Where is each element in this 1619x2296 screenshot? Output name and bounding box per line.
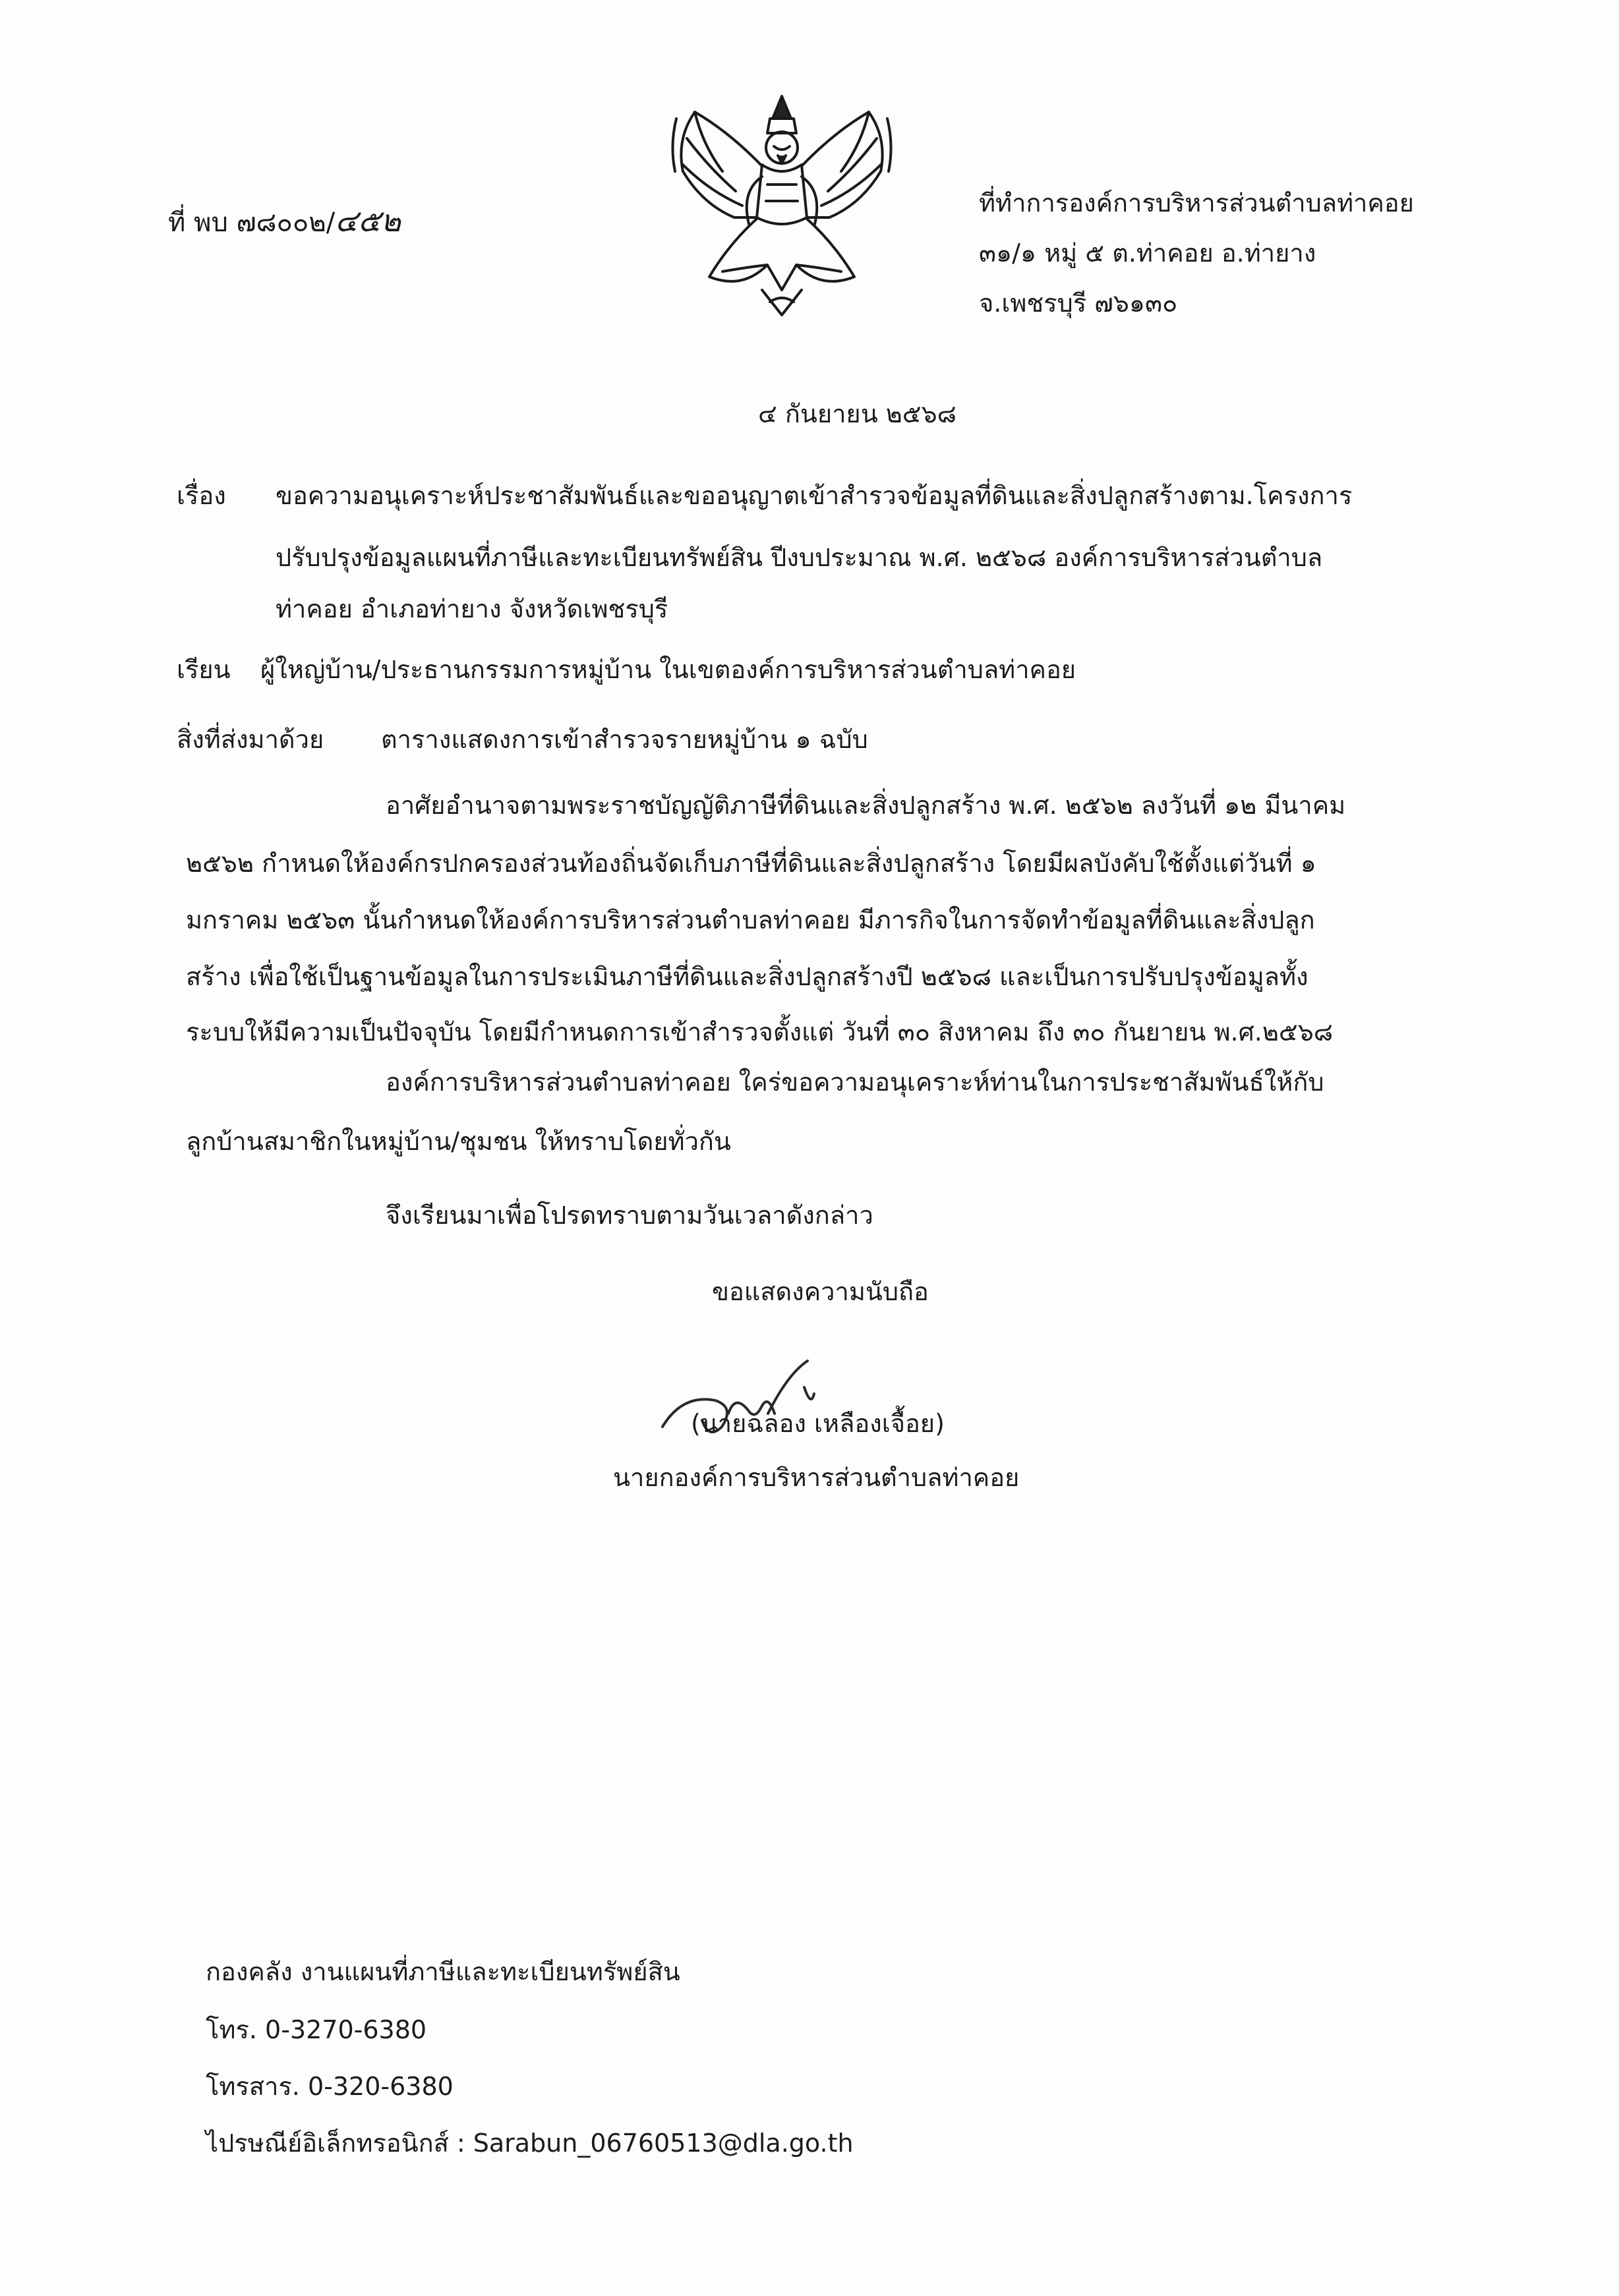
closing-sentence: จึงเรียนมาเพื่อโปรดทราบตามวันเวลาดังกล่าว	[386, 1201, 873, 1230]
office-address-line-2: จ.เพชรบุรี ๗๖๑๓๐	[979, 289, 1178, 318]
body-line: มกราคม ๒๕๖๓ นั้นกำหนดให้องค์การบริหารส่วนตำบลท่าคอย มีภารกิจในการจัดทำข้อมูลที่ดินและสิ่งปลูก	[186, 905, 1315, 934]
reference-prefix: ที่ พบ	[168, 208, 228, 238]
body-line: ระบบให้มีความเป็นปัจจุบัน โดยมีกำหนดการเข้าสำรวจตั้งแต่ วันที่ ๓๐ สิงหาคม ถึง ๓๐ กันยายน พ.ศ.๒๕๖๘	[186, 1018, 1334, 1047]
body-line: อาศัยอำนาจตามพระราชบัญญัติภาษีที่ดินและสิ่งปลูกสร้าง พ.ศ. ๒๕๖๒ ลงวันที่ ๑๒ มีนาคม	[386, 791, 1346, 820]
enclosure-label: สิ่งที่ส่งมาด้วย	[177, 725, 324, 754]
reference-number	[168, 203, 401, 241]
signatory-name: (นายฉลอง เหลืองเจื้อย)	[691, 1409, 945, 1438]
footer-email: ไปรษณีย์อิเล็กทรอนิกส์ : Sarabun_06760513@dla.go.th	[206, 2129, 854, 2158]
body-line: ลูกบ้านสมาชิกในหมู่บ้าน/ชุมชน ให้ทราบโดยทั่วกัน	[186, 1127, 731, 1156]
recipient-text: ผู้ใหญ่บ้าน/ประธานกรรมการหมู่บ้าน ในเขตองค์การบริหารส่วนตำบลท่าคอย	[260, 655, 1076, 684]
footer-phone: โทร. 0-3270-6380	[206, 2015, 427, 2044]
signatory-position: นายกองค์การบริหารส่วนตำบลท่าคอย	[613, 1463, 1020, 1492]
footer-fax: โทรสาร. 0-320-6380	[206, 2072, 454, 2101]
body-line: องค์การบริหารส่วนตำบลท่าคอย ใคร่ขอความอนุเคราะห์ท่านในการประชาสัมพันธ์ให้กับ	[386, 1068, 1324, 1097]
body-line: สร้าง เพื่อใช้เป็นฐานข้อมูลในการประเมินภาษีที่ดินและสิ่งปลูกสร้างปี ๒๕๖๘ และเป็นการปรับปรุงข้อมูลทั้ง	[186, 962, 1309, 991]
recipient-label: เรียน	[177, 655, 231, 684]
subject-label: เรื่อง	[177, 481, 226, 510]
reference-handwritten: ๔๕๒	[335, 203, 401, 239]
subject-line: ขอความอนุเคราะห์ประชาสัมพันธ์และขออนุญาตเข้าสำรวจข้อมูลที่ดินและสิ่งปลูกสร้างตาม.โครงการ	[276, 481, 1353, 510]
subject-line: ปรับปรุงข้อมูลแผนที่ภาษีและทะเบียนทรัพย์สิน ปีงบประมาณ พ.ศ. ๒๕๖๘ องค์การบริหารส่วนตำบล	[276, 543, 1323, 572]
office-name: ที่ทำการองค์การบริหารส่วนตำบลท่าคอย	[979, 188, 1414, 217]
garuda-emblem	[657, 92, 907, 323]
subject-line: ท่าคอย อำเภอท่ายาง จังหวัดเพชรบุรี	[276, 594, 668, 623]
enclosure-text: ตารางแสดงการเข้าสำรวจรายหมู่บ้าน ๑ ฉบับ	[381, 725, 868, 754]
footer-department: กองคลัง งานแผนที่ภาษีและทะเบียนทรัพย์สิน	[206, 1957, 680, 1986]
body-line: ๒๕๖๒ กำหนดให้องค์กรปกครองส่วนท้องถิ่นจัดเก็บภาษีที่ดินและสิ่งปลูกสร้าง โดยมีผลบังคับใช้ตั้งแต่วันที่ ๑	[186, 849, 1316, 878]
letter-date: ๔ กันยายน ๒๕๖๘	[758, 399, 957, 428]
regards-text: ขอแสดงความนับถือ	[712, 1277, 929, 1306]
office-address-line-1: ๓๑/๑ หมู่ ๕ ต.ท่าคอย อ.ท่ายาง	[979, 239, 1316, 268]
reference-code: ๗๘๐๐๒/	[236, 208, 336, 238]
